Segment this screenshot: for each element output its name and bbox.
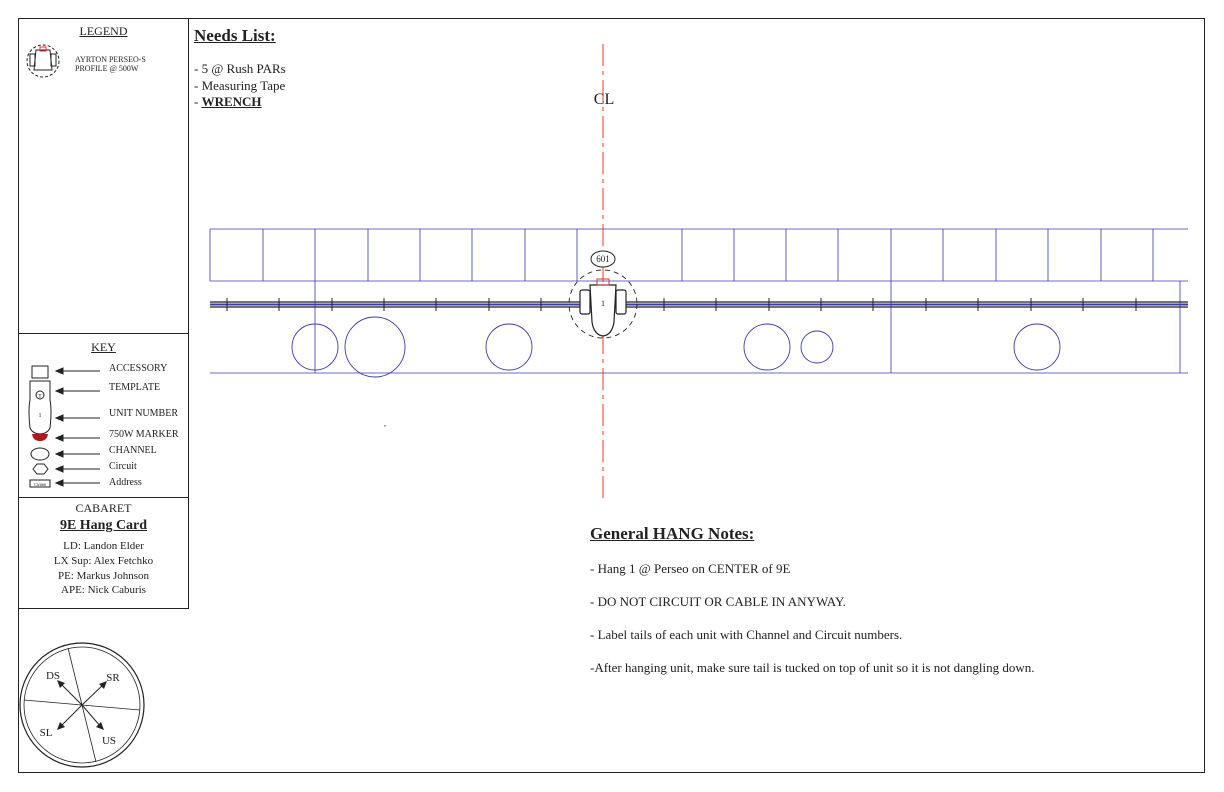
hang-note: - Hang 1 @ Perseo on CENTER of 9E: [590, 561, 791, 576]
key-template-glyph: T: [38, 394, 42, 400]
venue-name: CABARET: [75, 501, 132, 515]
needs-item-wrench-text: WRENCH: [201, 94, 262, 109]
key-label-template: TEMPLATE: [109, 382, 161, 393]
key-unit-glyph: 1: [38, 413, 42, 419]
legend-fixture-line2: PROFILE @ 500W: [75, 64, 139, 73]
ceiling-circles: [292, 317, 1060, 377]
key-unit-body-icon: [29, 381, 51, 434]
hang-notes-title: General HANG Notes:: [590, 524, 755, 543]
needs-item-prefix: -: [194, 94, 202, 109]
compass-ds: DS: [45, 670, 61, 682]
legend-title: LEGEND: [79, 24, 128, 38]
credit-lx-sup: LX Sup: Alex Fetchko: [53, 555, 154, 567]
legend-fixture-line1: AYRTON PERSEO-S: [75, 55, 146, 64]
needs-item: - 5 @ Rush PARs: [194, 61, 286, 76]
legend-fixture-icon: [27, 45, 59, 77]
hang-note: - Label tails of each unit with Channel and Circuit numbers.: [590, 627, 903, 642]
key-label-channel: CHANNEL: [109, 445, 157, 456]
key-label-address: Address: [109, 477, 142, 488]
key-title: KEY: [91, 340, 116, 354]
key-circuit-icon: [33, 464, 48, 474]
channel-number: 601: [596, 254, 610, 264]
needs-item: - Measuring Tape: [194, 78, 286, 93]
compass-us: US: [101, 735, 117, 747]
ceiling-grid: [210, 229, 1188, 373]
key-label-circuit: Circuit: [109, 461, 137, 472]
compass-sl: SL: [39, 727, 53, 739]
stray-mark: ,: [384, 419, 386, 428]
unit-number: 1: [601, 299, 605, 308]
key-750w-marker-icon: [32, 434, 48, 441]
key-accessory-icon: [32, 366, 48, 378]
hang-note: - DO NOT CIRCUIT OR CABLE IN ANYWAY.: [590, 594, 846, 609]
card-title: 9E Hang Card: [59, 518, 148, 533]
needs-list-title: Needs List:: [194, 26, 276, 45]
credit-ld: LD: Landon Elder: [63, 540, 144, 552]
compass-sr: SR: [106, 672, 120, 684]
key-label-unit-number: UNIT NUMBER: [109, 408, 178, 419]
key-address-glyph: Ch/###: [34, 482, 46, 487]
key-arrows: [56, 368, 100, 486]
pipe-9e: [210, 302, 1188, 307]
key-label-accessory: ACCESSORY: [109, 363, 168, 374]
credit-pe: PE: Markus Johnson: [57, 570, 150, 582]
key-channel-icon: [31, 448, 49, 460]
credit-ape: APE: Nick Caburis: [61, 584, 146, 596]
hang-note: -After hanging unit, make sure tail is tucked on top of unit so it is not dangling down.: [590, 660, 1035, 675]
compass-rose: [20, 643, 144, 767]
centerline-label: CL: [593, 91, 615, 108]
key-label-750w-marker: 750W MARKER: [109, 429, 179, 440]
